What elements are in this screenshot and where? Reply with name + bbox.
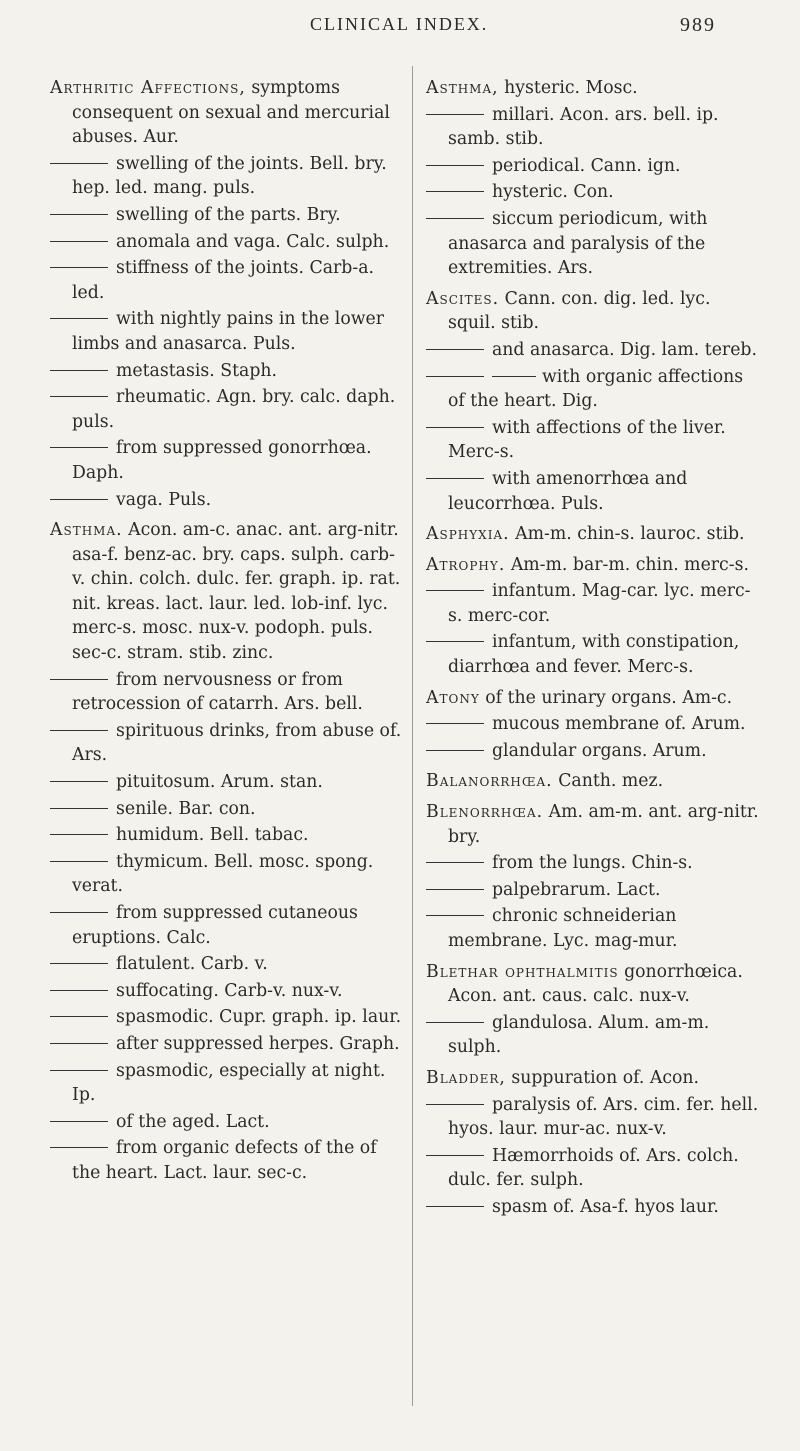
ditto-dash xyxy=(50,1121,108,1122)
index-subentry xyxy=(50,436,406,485)
index-subentry xyxy=(426,712,762,737)
index-subentry xyxy=(426,338,762,363)
entry-text: from suppressed gonorrhœa. Daph. xyxy=(72,438,372,483)
ditto-dash xyxy=(426,349,484,350)
entry-text: glandular organs. Arum. xyxy=(492,740,707,761)
entry-text: spasm of. Asa-f. hyos laur. xyxy=(492,1196,719,1217)
ditto-dash xyxy=(426,723,484,724)
entry-headword: Arthritic Affections, xyxy=(50,78,246,98)
entry-text: Canth. mez. xyxy=(558,771,664,792)
entry-text: Cann. con. dig. led. lyc. squil. stib. xyxy=(448,288,711,334)
index-subentry xyxy=(50,1110,406,1135)
entry-text: of the aged. Lact. xyxy=(116,1111,270,1132)
ditto-dash xyxy=(426,1155,484,1156)
index-subentry xyxy=(426,467,762,516)
index-entry xyxy=(426,769,762,794)
index-subentry xyxy=(50,797,406,822)
index-subentry xyxy=(50,1005,406,1030)
index-subentry xyxy=(426,207,762,281)
entry-text: from suppressed cutaneous eruptions. Calc. xyxy=(72,903,358,948)
entry-headword: Atrophy. xyxy=(426,554,506,575)
entry-text: hysteric. Con. xyxy=(492,182,614,203)
entry-text: suppuration of. Acon. xyxy=(511,1067,700,1088)
index-subentry xyxy=(50,850,406,899)
index-entry xyxy=(426,1066,762,1091)
ditto-dash xyxy=(50,1147,108,1148)
page-header xyxy=(0,6,800,36)
entry-text: infantum, with constipation, diarrhœa and fever. Merc-s. xyxy=(448,632,740,678)
ditto-dash xyxy=(50,163,108,164)
ditto-dash xyxy=(426,862,484,863)
index-subentry xyxy=(50,668,406,717)
entry-text: from the lungs. Chin-s. xyxy=(492,853,693,874)
entry-headword: Blenorrhœa. xyxy=(426,802,544,823)
entry-headword: Blethar ophthalmitis xyxy=(426,961,619,982)
entry-text: with amenorrhœa and leucorrhœa. Puls. xyxy=(448,468,688,514)
index-subentry xyxy=(426,878,762,903)
index-subentry xyxy=(426,1195,762,1220)
ditto-dash xyxy=(426,641,484,642)
index-subentry xyxy=(50,488,406,513)
ditto-dash xyxy=(50,499,108,500)
entry-text: symptoms consequent on sexual and mercurial abuses. Aur. xyxy=(72,78,390,148)
entry-text: paralysis of. Ars. cim. fer. hell. hyos. laur. mur-ac. nux-v. xyxy=(448,1094,759,1140)
entry-text: metastasis. Staph. xyxy=(116,360,277,381)
ditto-dash xyxy=(426,1022,484,1023)
page-number: 989 xyxy=(680,14,716,36)
ditto-dash xyxy=(426,478,484,479)
ditto-dash xyxy=(426,376,484,377)
right-column xyxy=(426,70,762,1222)
index-subentry xyxy=(426,1011,762,1060)
entry-text: suffocating. Carb-v. nux-v. xyxy=(116,980,343,1001)
entry-text: flatulent. Carb. v. xyxy=(116,954,268,975)
index-entry xyxy=(426,960,762,1009)
index-subentry xyxy=(426,1144,762,1193)
index-subentry xyxy=(426,851,762,876)
entry-text: periodical. Cann. ign. xyxy=(492,155,681,176)
index-subentry xyxy=(426,579,762,628)
index-subentry xyxy=(50,307,406,356)
index-subentry xyxy=(426,154,762,179)
ditto-dash xyxy=(426,114,484,115)
entry-text: Acon. am-c. anac. ant. arg-nitr. asa-f. benz-ac. bry. caps. sulph. carb-v. chin. colch. dulc. fer. graph. ip. rat. nit. kreas. lact. laur. led. lob-inf. lyc. merc-s. mosc. nux-v. podoph. puls. sec-c. stram. stib. zinc. xyxy=(72,520,401,664)
entry-text: millari. Acon. ars. bell. ip. samb. stib. xyxy=(448,104,719,150)
ditto-dash xyxy=(426,427,484,428)
entry-text: senile. Bar. con. xyxy=(116,798,256,819)
entry-headword: Asphyxia. xyxy=(426,524,510,545)
entry-text: rheumatic. Agn. bry. calc. daph. puls. xyxy=(72,387,396,432)
index-entry xyxy=(50,518,406,666)
left-column xyxy=(50,70,406,1188)
index-subentry xyxy=(50,770,406,795)
index-subentry xyxy=(50,979,406,1004)
entry-headword: Bladder, xyxy=(426,1067,506,1088)
ditto-dash xyxy=(50,781,108,782)
ditto-dash xyxy=(50,730,108,731)
entry-text: palpebrarum. Lact. xyxy=(492,879,661,900)
ditto-dash xyxy=(50,318,108,319)
index-subentry xyxy=(50,901,406,950)
entry-text: after suppressed herpes. Graph. xyxy=(116,1033,400,1054)
index-entry xyxy=(426,522,762,547)
entry-text: Hæmorrhoids of. Ars. colch. dulc. fer. sulph. xyxy=(448,1145,739,1191)
entry-text: with nightly pains in the lower limbs and anasarca. Puls. xyxy=(72,309,385,354)
ditto-dash xyxy=(50,241,108,242)
entry-text: and anasarca. Dig. lam. tereb. xyxy=(492,339,757,360)
column-divider xyxy=(412,66,413,1406)
index-subentry xyxy=(50,256,406,305)
ditto-dash xyxy=(426,590,484,591)
ditto-dash xyxy=(50,1070,108,1071)
entry-text: hysteric. Mosc. xyxy=(504,78,638,98)
entry-text: swelling of the parts. Bry. xyxy=(116,204,341,225)
ditto-dash xyxy=(426,889,484,890)
index-entry xyxy=(50,76,406,150)
entry-text: vaga. Puls. xyxy=(116,489,212,510)
index-subentry xyxy=(50,385,406,434)
index-subentry xyxy=(50,203,406,228)
ditto-dash xyxy=(50,861,108,862)
entry-headword: Balanorrhœa. xyxy=(426,771,553,792)
ditto-dash xyxy=(50,370,108,371)
ditto-dash xyxy=(50,396,108,397)
ditto-dash xyxy=(50,679,108,680)
ditto-dash xyxy=(50,267,108,268)
index-subentry xyxy=(426,365,762,414)
ditto-dash xyxy=(50,990,108,991)
entry-text: from nervousness or from retrocession of catarrh. Ars. bell. xyxy=(72,669,363,715)
entry-text: mucous membrane of. Arum. xyxy=(492,714,746,735)
entry-text: with organic affections of the heart. Dig. xyxy=(448,366,744,412)
index-subentry xyxy=(426,103,762,152)
index-subentry xyxy=(426,904,762,953)
ditto-dash xyxy=(50,912,108,913)
entry-text: gonorrhœica. Acon. ant. caus. calc. nux-v. xyxy=(448,961,743,1007)
entry-text: thymicum. Bell. mosc. spong. verat. xyxy=(72,851,374,897)
entry-text: anomala and vaga. Calc. sulph. xyxy=(116,231,390,252)
entry-text: chronic schneiderian membrane. Lyc. mag-mur. xyxy=(448,906,678,951)
ditto-dash xyxy=(50,808,108,809)
entry-text: Am-m. chin-s. lauroc. stib. xyxy=(515,524,745,545)
ditto-dash xyxy=(426,191,484,192)
ditto-dash xyxy=(50,447,108,448)
entry-text: humidum. Bell. tabac. xyxy=(116,825,309,846)
ditto-dash xyxy=(50,1016,108,1017)
index-subentry xyxy=(50,952,406,977)
entry-text: with affections of the liver. Merc-s. xyxy=(448,417,726,463)
index-entry xyxy=(426,287,762,336)
ditto-dash xyxy=(426,1206,484,1207)
entry-text: glandulosa. Alum. am-m. sulph. xyxy=(448,1012,710,1058)
index-subentry xyxy=(50,152,406,201)
index-subentry xyxy=(50,359,406,384)
index-entry xyxy=(426,800,762,849)
index-subentry xyxy=(426,739,762,764)
ditto-dash xyxy=(426,165,484,166)
entry-headword: Atony xyxy=(426,687,480,708)
index-subentry xyxy=(50,1136,406,1185)
index-subentry xyxy=(426,416,762,465)
ditto-dash xyxy=(426,750,484,751)
index-subentry xyxy=(426,1093,762,1142)
entry-text: from organic defects of the of the heart. Lact. laur. sec-c. xyxy=(72,1138,377,1183)
index-entry xyxy=(426,686,762,711)
ditto-dash xyxy=(50,214,108,215)
index-subentry xyxy=(426,630,762,679)
index-entry xyxy=(426,553,762,578)
entry-text: stiffness of the joints. Carb-a. led. xyxy=(72,258,374,303)
ditto-dash xyxy=(50,834,108,835)
index-subentry xyxy=(50,719,406,768)
entry-text: of the urinary organs. Am-c. xyxy=(485,687,733,708)
ditto-dash xyxy=(426,218,484,219)
entry-text: spirituous drinks, from abuse of. Ars. xyxy=(72,720,402,766)
ditto-dash xyxy=(50,1043,108,1044)
index-subentry xyxy=(50,823,406,848)
entry-text: infantum. Mag-car. lyc. merc-s. merc-cor. xyxy=(448,581,751,626)
entry-headword: Ascites. xyxy=(426,288,500,309)
entry-text: pituitosum. Arum. stan. xyxy=(116,772,323,793)
index-subentry xyxy=(50,1032,406,1057)
ditto-dash xyxy=(492,376,536,377)
entry-headword: Asthma. xyxy=(50,520,123,541)
ditto-dash xyxy=(426,915,484,916)
entry-text: swelling of the joints. Bell. bry. hep. led. mang. puls. xyxy=(72,153,387,199)
index-entry xyxy=(426,76,762,101)
index-subentry xyxy=(426,180,762,205)
entry-text: Am-m. bar-m. chin. merc-s. xyxy=(510,554,749,575)
entry-text: siccum periodicum, with anasarca and paralysis of the extremities. Ars. xyxy=(448,208,708,279)
index-subentry xyxy=(50,1059,406,1108)
ditto-dash xyxy=(50,963,108,964)
entry-headword: Asthma, xyxy=(426,78,499,98)
ditto-dash xyxy=(426,1104,484,1105)
entry-text: Am. am-m. ant. arg-nitr. bry. xyxy=(448,802,759,847)
entry-text: spasmodic. Cupr. graph. ip. laur. xyxy=(116,1007,402,1028)
index-subentry xyxy=(50,230,406,255)
running-title: CLINICAL INDEX. xyxy=(310,14,489,34)
entry-text: spasmodic, especially at night. Ip. xyxy=(72,1060,386,1106)
